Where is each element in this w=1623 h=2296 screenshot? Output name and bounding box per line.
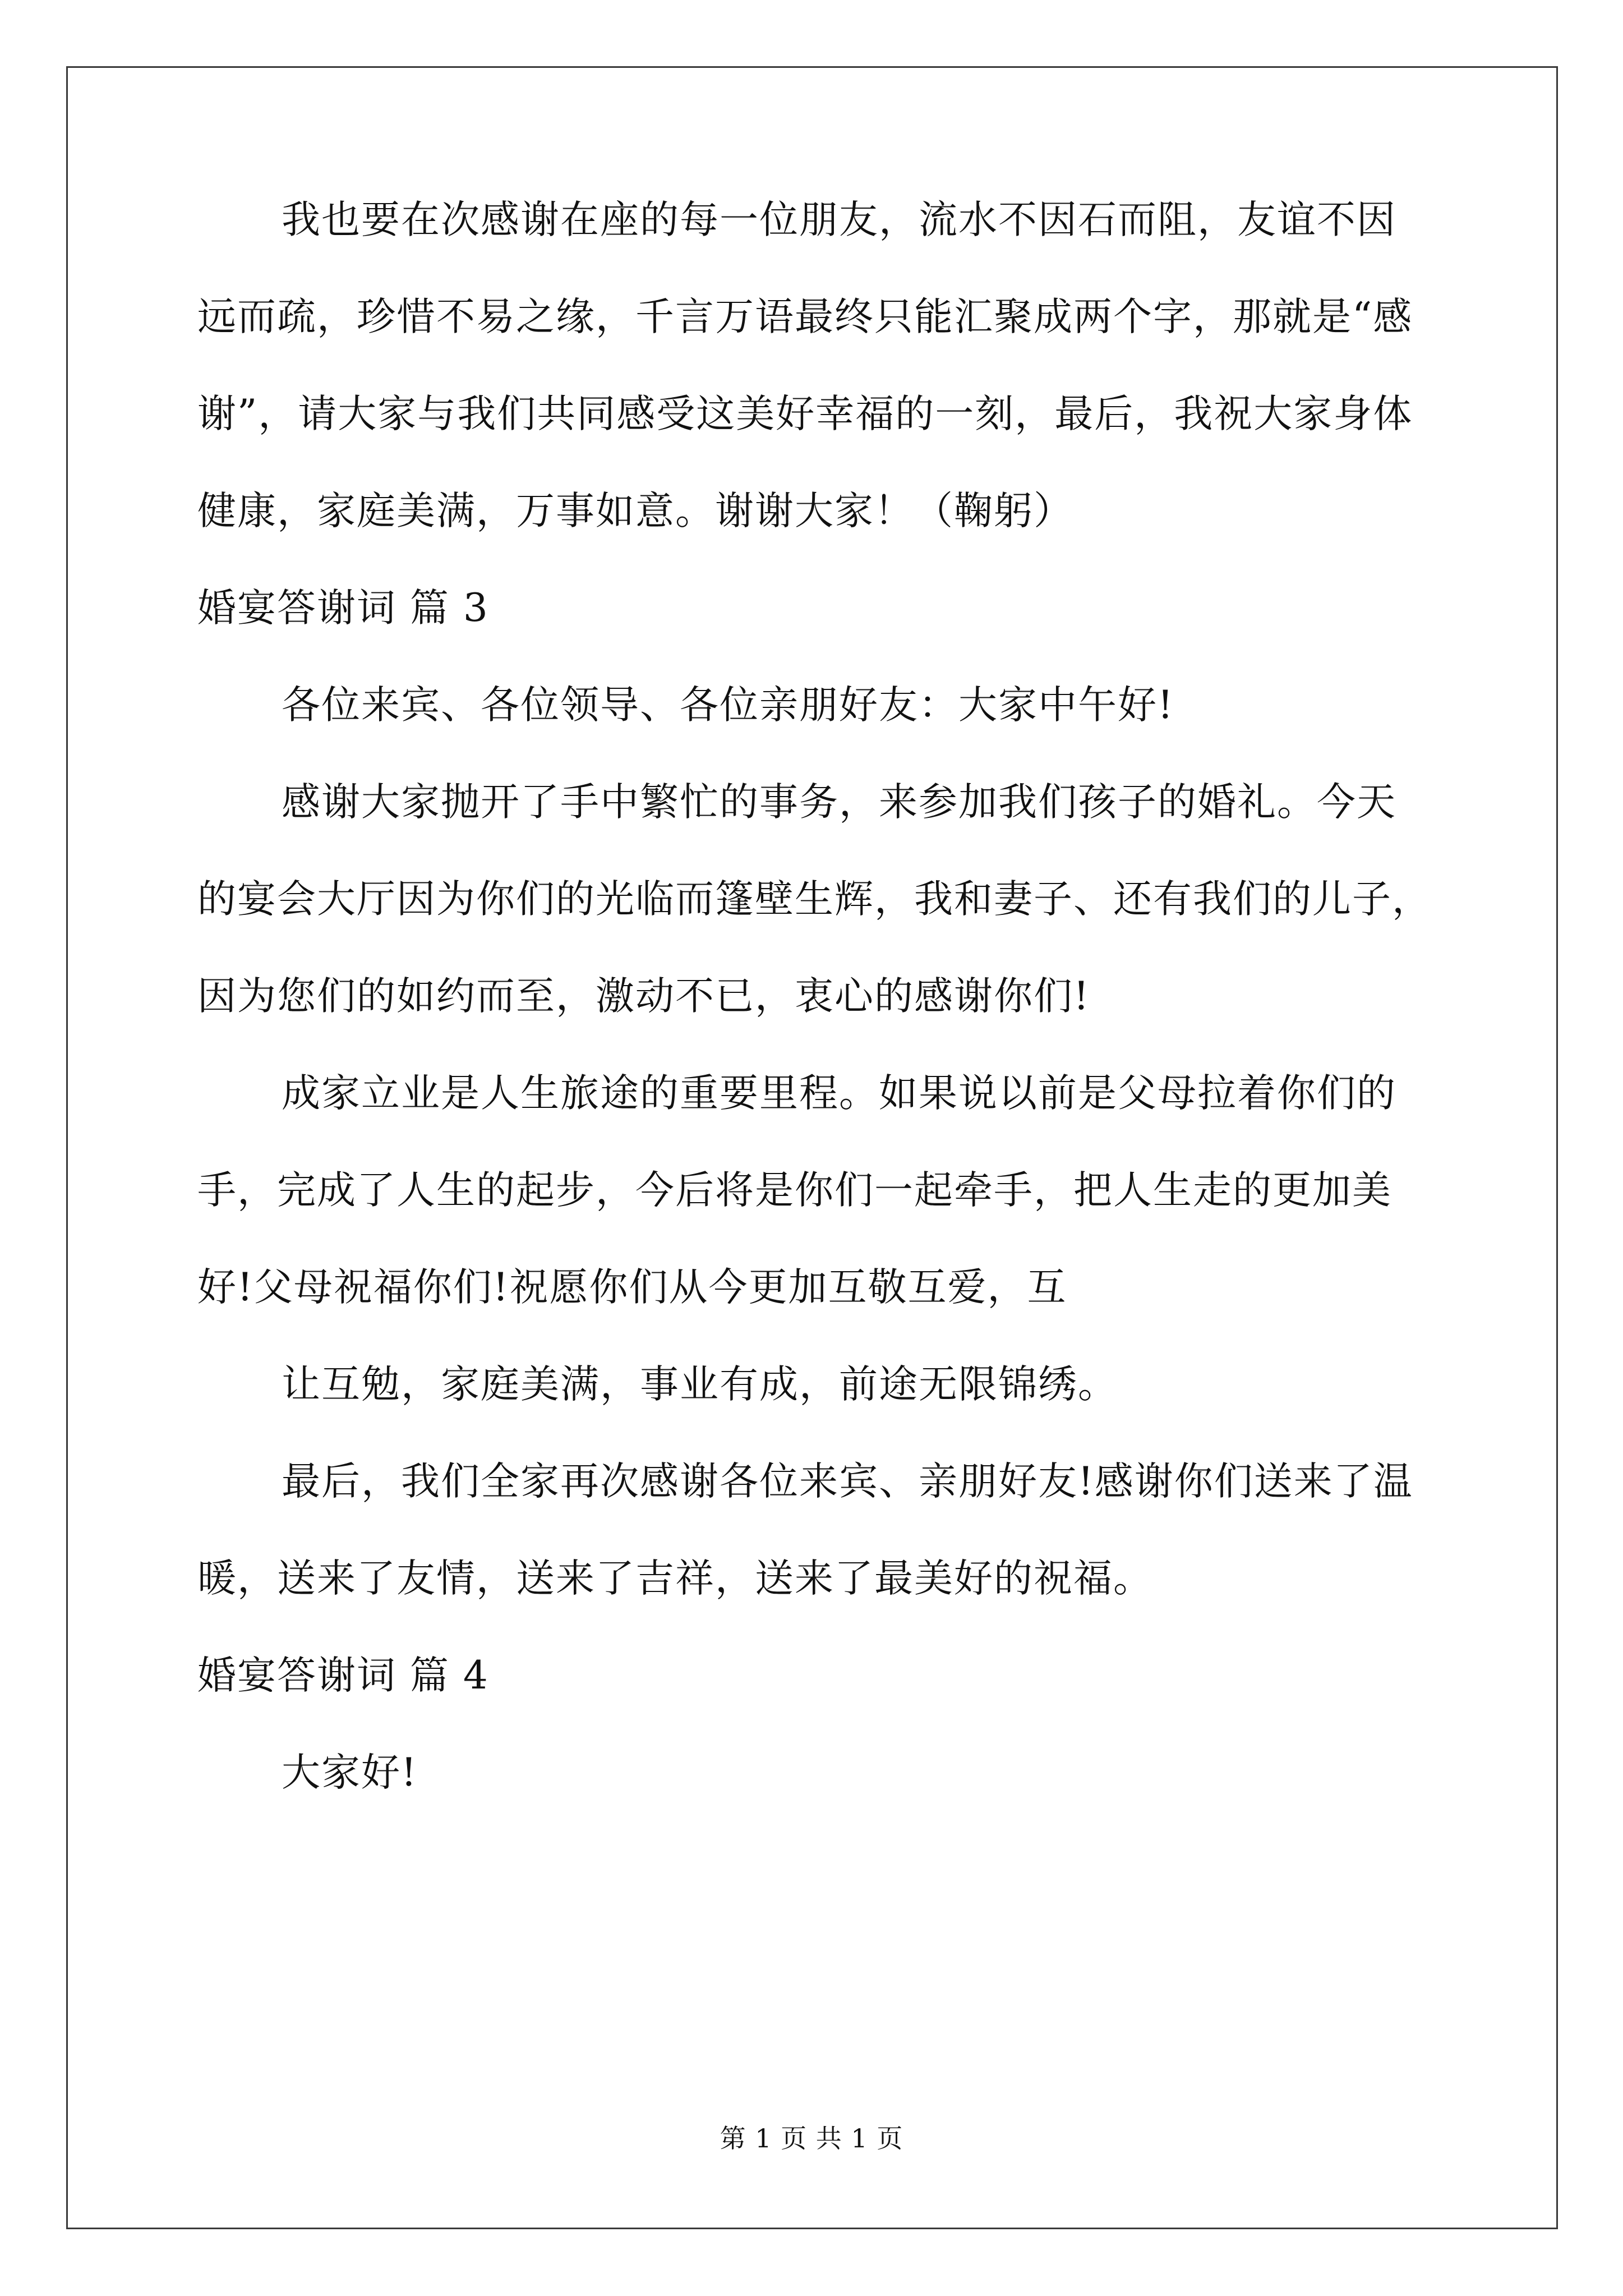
paragraph-line: 最后，我们全家再次感谢各位来宾、亲朋好友!感谢你们送来了温 (282, 1459, 1413, 1504)
paragraph-line: 暖，送来了友情，送来了吉祥，送来了最美好的祝福。 (197, 1556, 1153, 1601)
paragraph-line: 我也要在次感谢在座的每一位朋友，流水不因石而阻，友谊不因 (282, 197, 1396, 242)
page-border (66, 66, 1558, 2229)
paragraph-line: 让互勉，家庭美满，事业有成，前途无限锦绣。 (282, 1362, 1118, 1407)
paragraph-line: 的宴会大厅因为你们的光临而篷壁生辉，我和妻子、还有我们的儿子， (197, 877, 1432, 922)
paragraph-line: 远而疏，珍惜不易之缘，千言万语最终只能汇聚成两个字，那就是“感 (197, 295, 1413, 339)
section-heading: 婚宴答谢词 篇 4 (197, 1653, 489, 1698)
paragraph-line: 谢”，请大家与我们共同感受这美好幸福的一刻，最后，我祝大家身体 (197, 392, 1413, 436)
paragraph-line: 手，完成了人生的起步，今后将是你们一起牵手，把人生走的更加美 (197, 1168, 1392, 1213)
paragraph-line: 健康，家庭美满，万事如意。谢谢大家！（鞠躬） (197, 489, 1073, 533)
paragraph-line: 感谢大家抛开了手中繁忙的事务，来参加我们孩子的婚礼。今天 (282, 780, 1396, 825)
page-footer: 第 1 页 共 1 页 (720, 2123, 903, 2154)
paragraph-line: 成家立业是人生旅途的重要里程。如果说以前是父母拉着你们的 (282, 1071, 1396, 1116)
paragraph-line: 各位来宾、各位领导、各位亲朋好友：大家中午好! (282, 683, 1174, 728)
section-heading: 婚宴答谢词 篇 3 (197, 586, 489, 631)
paragraph-line: 好!父母祝福你们!祝愿你们从今更加互敬互爱，互 (197, 1265, 1067, 1310)
paragraph-line: 大家好! (282, 1750, 418, 1795)
paragraph-line: 因为您们的如约而至，激动不已，衷心的感谢你们! (197, 974, 1090, 1019)
